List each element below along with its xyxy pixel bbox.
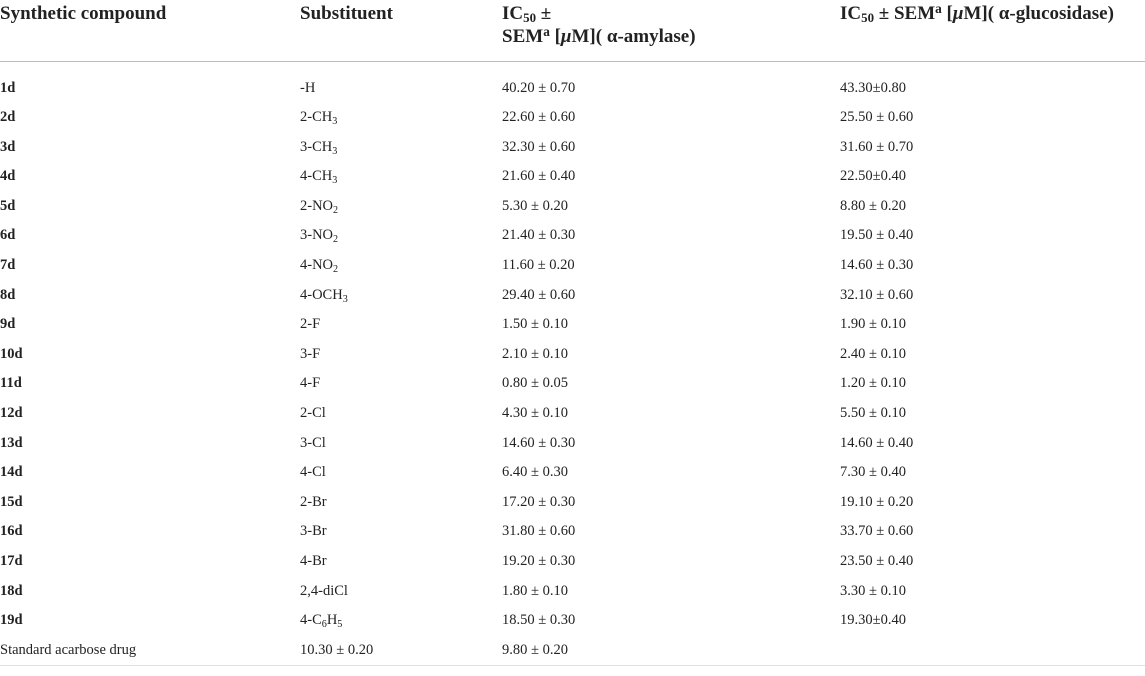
amylase-cell: 31.80 ± 0.60 [502, 523, 576, 540]
glucosidase-cell: 23.50 ± 0.40 [840, 553, 914, 569]
glucosidase-cell: 43.30±0.80 [840, 79, 906, 96]
table-row [0, 162, 1145, 192]
compound-cell: 10d [0, 345, 23, 362]
amylase-cell: 11.60 ± 0.20 [502, 257, 575, 274]
table-row [0, 606, 1145, 636]
substituent-cell: 3-Br [300, 523, 327, 540]
table-row [0, 458, 1145, 488]
table-row [0, 429, 1145, 459]
standard-substituent-cell: 10.30 ± 0.20 [300, 636, 502, 666]
compound-cell: 5d [0, 197, 16, 214]
amylase-cell: 2.10 ± 0.10 [502, 345, 568, 362]
substituent-cell: $3-NO_2$ [300, 227, 339, 246]
substituent-cell: 4-Br [300, 553, 327, 569]
compound-cell: 11d [0, 375, 22, 392]
substituent-cell: 2,4-diCl [300, 582, 348, 599]
standard-glucosidase-cell [840, 636, 1145, 666]
amylase-cell: 22.60 ± 0.60 [502, 109, 576, 126]
substituent-cell: $4-CH_3$ [300, 168, 338, 187]
amylase-cell: 29.40 ± 0.60 [502, 286, 576, 303]
glucosidase-cell: 1.20 ± 0.10 [840, 375, 906, 392]
substituent-cell: $4-C_6H_5$ [300, 612, 343, 631]
table-row [0, 399, 1145, 429]
glucosidase-cell: 7.30 ± 0.40 [840, 464, 906, 481]
compound-cell: 13d [0, 434, 23, 451]
table-header [0, 0, 1145, 61]
table-row [0, 61, 1145, 103]
amylase-cell: 5.30 ± 0.20 [502, 197, 568, 214]
table-row [0, 221, 1145, 251]
table-body [0, 61, 1145, 666]
standard-row [0, 636, 1145, 666]
substituent-cell: 4-Cl [300, 464, 326, 481]
header-substituent: Substituent [300, 0, 502, 61]
amylase-cell: 0.80 ± 0.05 [502, 375, 568, 392]
table-row [0, 310, 1145, 340]
header-compound: Synthetic compound [0, 0, 300, 61]
table-row [0, 517, 1145, 547]
substituent-cell: $4-OCH_3$ [300, 286, 348, 305]
amylase-cell: 18.50 ± 0.30 [502, 612, 576, 629]
amylase-cell: 6.40 ± 0.30 [502, 464, 568, 481]
table-row [0, 547, 1145, 577]
substituent-cell: $4-NO_2$ [300, 257, 339, 276]
compound-cell: 7d [0, 257, 16, 274]
glucosidase-cell: 19.10 ± 0.20 [840, 493, 914, 510]
substituent-cell: 4-F [300, 375, 321, 392]
substituent-cell: 3-Cl [300, 434, 326, 451]
substituent-cell: -H [300, 79, 316, 96]
amylase-cell: 32.30 ± 0.60 [502, 138, 576, 155]
glucosidase-cell: 32.10 ± 0.60 [840, 286, 914, 303]
compound-cell: 4d [0, 168, 16, 185]
compound-cell: 18d [0, 582, 23, 599]
compound-cell: 12d [0, 405, 23, 422]
glucosidase-cell: 25.50 ± 0.60 [840, 109, 914, 126]
substituent-cell: 2-F [300, 316, 321, 333]
amylase-cell: 17.20 ± 0.30 [502, 493, 576, 510]
glucosidase-cell: 5.50 ± 0.10 [840, 405, 906, 422]
glucosidase-cell: 31.60 ± 0.70 [840, 138, 914, 155]
glucosidase-cell: 19.30±0.40 [840, 612, 906, 629]
table-row [0, 103, 1145, 133]
standard-amylase-cell: 9.80 ± 0.20 [502, 636, 840, 666]
amylase-cell: 21.40 ± 0.30 [502, 227, 576, 244]
table-row [0, 192, 1145, 222]
substituent-cell: $2-CH_3$ [300, 109, 338, 128]
standard-compound-cell: Standard acarbose drug [0, 636, 300, 666]
table-row [0, 577, 1145, 607]
header-row [0, 0, 1145, 61]
glucosidase-cell: 8.80 ± 0.20 [840, 197, 906, 214]
amylase-cell: 14.60 ± 0.30 [502, 434, 576, 451]
table-row [0, 340, 1145, 370]
table-row [0, 281, 1145, 311]
glucosidase-cell: 2.40 ± 0.10 [840, 345, 906, 362]
glucosidase-cell: 33.70 ± 0.60 [840, 523, 914, 540]
compound-cell: 9d [0, 316, 16, 333]
table-row [0, 369, 1145, 399]
amylase-cell: 21.60 ± 0.40 [502, 168, 576, 185]
compound-cell: 14d [0, 464, 23, 481]
glucosidase-cell: 14.60 ± 0.30 [840, 257, 914, 274]
compound-cell: 17d [0, 553, 23, 569]
glucosidase-cell: 22.50±0.40 [840, 168, 906, 185]
glucosidase-cell: 14.60 ± 0.40 [840, 434, 914, 451]
amylase-cell: 1.50 ± 0.10 [502, 316, 568, 333]
amylase-cell: 1.80 ± 0.10 [502, 582, 568, 599]
substituent-cell: 2-Cl [300, 405, 326, 422]
amylase-cell: 40.20 ± 0.70 [502, 79, 576, 96]
compound-cell: 15d [0, 493, 23, 510]
substituent-cell: $2-NO_2$ [300, 197, 339, 216]
amylase-cell: 19.20 ± 0.30 [502, 553, 576, 569]
header-amylase: $IC_{50}$ ± $SEM^a$ [μM]( α-amylase) [502, 0, 840, 61]
header-glucosidase: $IC_{50} \pm SEM^a$ [μM]( α-glucosidase) [840, 0, 1145, 61]
glucosidase-cell: 1.90 ± 0.10 [840, 316, 906, 333]
table-row [0, 133, 1145, 163]
substituent-cell: 2-Br [300, 493, 327, 510]
table-row [0, 488, 1145, 518]
table-row [0, 251, 1145, 281]
compound-cell: 8d [0, 286, 16, 303]
glucosidase-cell: 19.50 ± 0.40 [840, 227, 914, 244]
glucosidase-cell: 3.30 ± 0.10 [840, 582, 906, 599]
compound-cell: 3d [0, 138, 16, 155]
compound-cell: 1d [0, 79, 16, 96]
compound-cell: 2d [0, 109, 16, 126]
substituent-cell: $3-CH_3$ [300, 138, 338, 157]
compound-cell: 16d [0, 523, 23, 540]
amylase-cell: 4.30 ± 0.10 [502, 405, 568, 422]
compound-cell: 19d [0, 612, 23, 629]
compound-cell: 6d [0, 227, 16, 244]
substituent-cell: 3-F [300, 345, 321, 362]
